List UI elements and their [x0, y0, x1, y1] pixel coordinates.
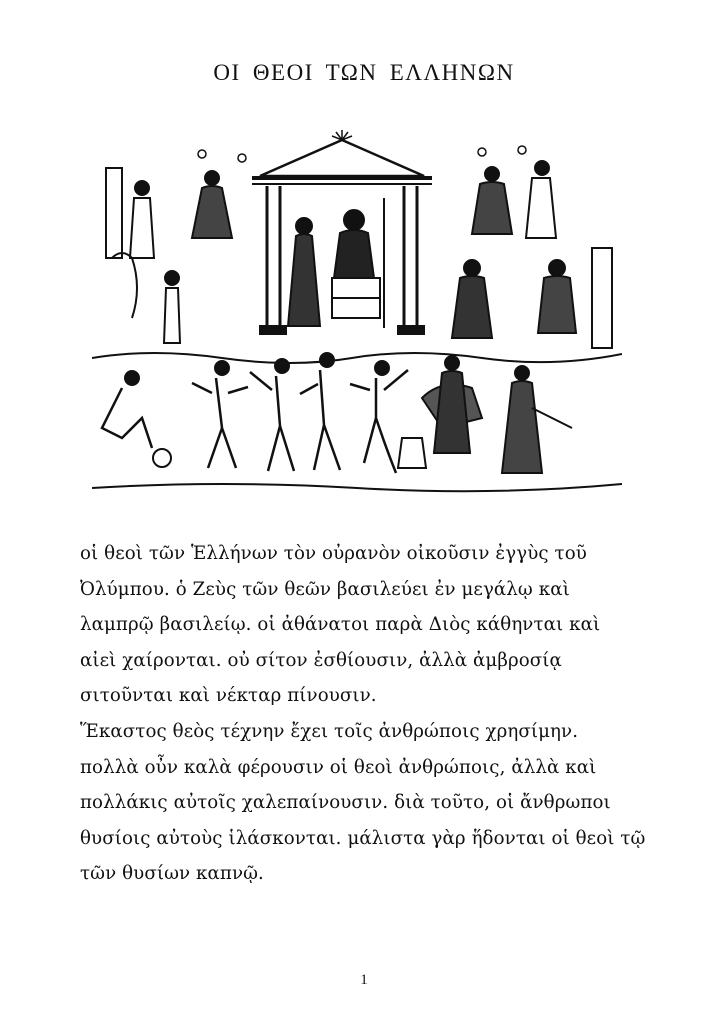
page-title: ΟΙ ΘΕΟΙ ΤΩΝ ΕΛΛΗΝΩΝ [213, 60, 515, 85]
text-line: θυσίοις αὐτοὺς ἱλάσκονται. μάλιστα γὰρ ἥδονται οἱ θεοὶ τῷ [80, 827, 646, 849]
text-line: Ἕκαστος θεὸς τέχνην ἔχει τοῖς ἀνθρώποις χρησίμην. [80, 720, 579, 742]
text-line: λαμπρῷ βασιλείῳ. οἱ ἀθάνατοι παρὰ Διὸς κάθηνται καὶ [80, 614, 601, 636]
page-number: 1 [360, 972, 368, 988]
text-line: Ὀλύμπου. ὁ Ζεὺς τῶν θεῶν βασιλεύει ἐν μεγάλῳ καὶ [80, 578, 570, 600]
text-line: πολλάκις αὐτοῖς χαλεπαίνουσιν. διὰ τοῦτο, οἱ ἄνθρωποι [80, 792, 611, 814]
text-line: τῶν θυσίων καπνῷ. [80, 863, 264, 885]
text-line: πολλὰ οὖν καλὰ φέρουσιν οἱ θεοὶ ἀνθρώποις, ἀλλὰ καὶ [80, 756, 597, 778]
greek-paragraph [80, 536, 670, 892]
text-line: οἱ θεοὶ τῶν Ἑλλήνων τὸν οὐρανὸν οἰκοῦσιν ἐγγὺς τοῦ [80, 543, 587, 564]
text-line: σιτοῦνται καὶ νέκταρ πίνουσιν. [80, 685, 377, 707]
olympian-gods-engraving-icon [92, 128, 622, 503]
text-line: αἰεὶ χαίρονται. οὐ σίτον ἐσθίουσιν, ἀλλὰ ἀμβροσίᾳ [80, 649, 562, 671]
